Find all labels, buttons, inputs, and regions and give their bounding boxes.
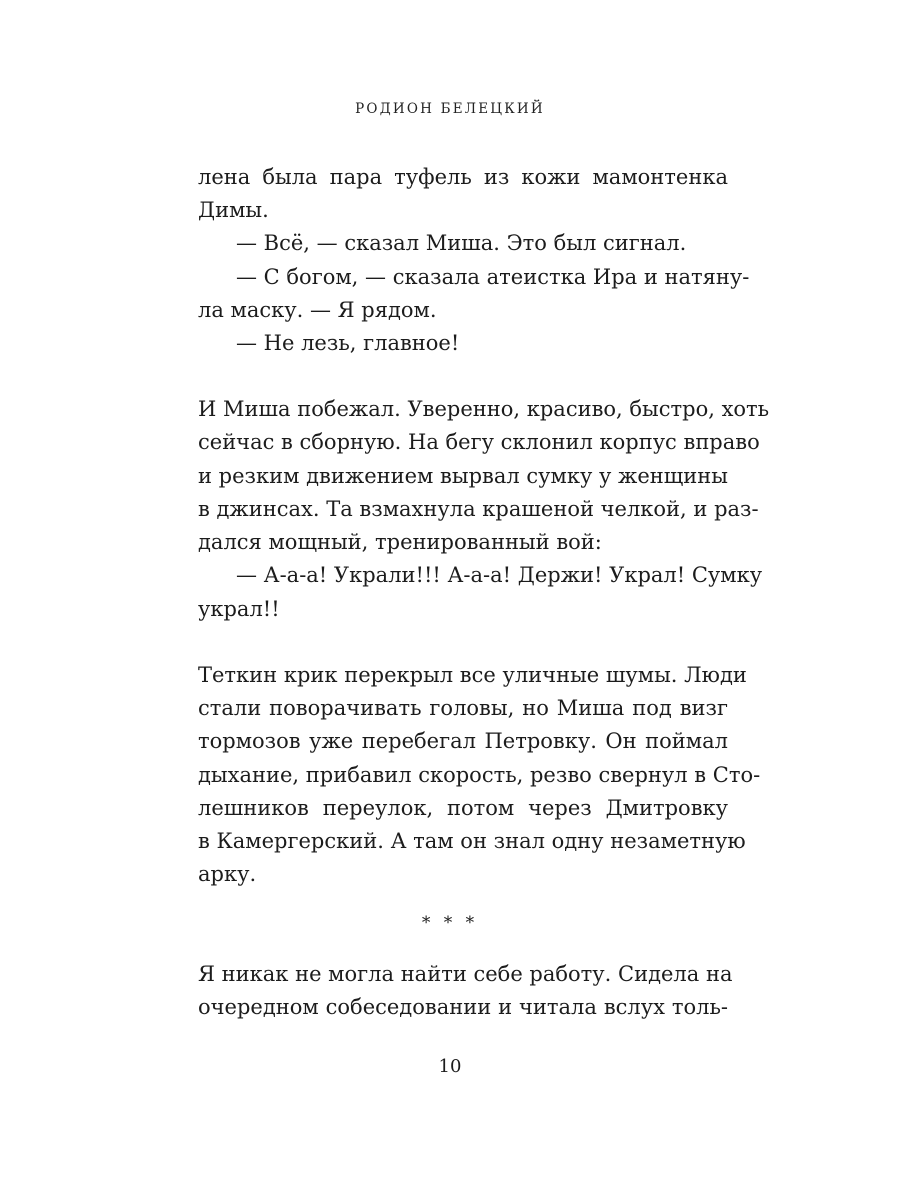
text-line: лена была пара туфель из кожи мамонтенка [198, 165, 728, 189]
page-number: 10 [438, 1056, 462, 1077]
section-separator: * * * [421, 913, 479, 933]
text-line: тормозов уже перебегал Петровку. Он поймал [198, 729, 728, 753]
text-line: очередном собеседовании и читала вслух толь- [198, 995, 728, 1019]
text-line: в джинсах. Та взмахнула крашеной челкой, и раз- [198, 497, 759, 521]
text-line: в Камергерский. А там он знал одну незаметную [198, 829, 746, 853]
text-line: — С богом, — сказала атеистка Ира и натяну- [236, 265, 750, 289]
text-line: украл!! [198, 597, 280, 621]
text-line: стали поворачивать головы, но Миша под визг [198, 696, 728, 720]
text-line: арку. [198, 862, 257, 886]
running-head: РОДИОН БЕЛЕЦКИЙ [355, 101, 545, 117]
text-line: — А-а-а! Украли!!! А-а-а! Держи! Украл! Сумку [236, 563, 763, 587]
text-line: Димы. [198, 198, 269, 222]
text-line: Теткин крик перекрыл все уличные шумы. Люди [198, 663, 747, 687]
text-line: лешников переулок, потом через Дмитровку [198, 796, 728, 820]
text-line: — Всё, — сказал Миша. Это был сигнал. [236, 231, 687, 255]
text-line: дался мощный, тренированный вой: [198, 530, 602, 554]
text-line: дыхание, прибавил скорость, резво свернул в Сто- [198, 763, 761, 787]
text-line: Я никак не могла найти себе работу. Сидела на [198, 962, 733, 986]
text-line: и резким движением вырвал сумку у женщины [198, 464, 729, 488]
text-line: ла маску. — Я рядом. [198, 298, 437, 322]
text-line: — Не лезь, главное! [236, 331, 460, 355]
text-line: сейчас в сборную. На бегу склонил корпус вправо [198, 430, 760, 454]
text-line: И Миша побежал. Уверенно, красиво, быстро, хоть [198, 397, 770, 421]
